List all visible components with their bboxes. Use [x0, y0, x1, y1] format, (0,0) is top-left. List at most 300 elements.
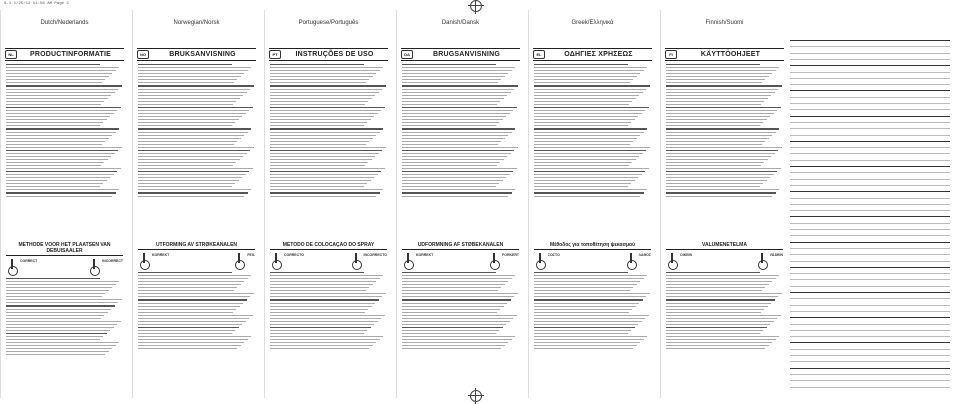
text-line	[402, 101, 500, 102]
text-line	[6, 192, 116, 193]
text-line	[534, 128, 647, 129]
text-line	[138, 309, 236, 310]
section-text	[534, 272, 651, 349]
language-code-badge: PT	[269, 50, 281, 59]
text-line	[402, 128, 515, 129]
text-line	[270, 101, 368, 102]
table-row	[790, 40, 950, 41]
text-line	[270, 73, 376, 74]
language-code-badge: NO	[137, 50, 149, 59]
text-line	[270, 348, 369, 349]
text-line	[270, 67, 383, 68]
text-line	[138, 144, 234, 145]
text-line	[402, 165, 497, 166]
spray-diagram	[534, 253, 651, 269]
text-line	[138, 101, 236, 102]
table-row	[790, 305, 950, 306]
text-line	[666, 156, 771, 157]
text-line	[6, 284, 116, 285]
text-line	[534, 186, 628, 187]
text-line	[6, 135, 112, 136]
table-row	[790, 261, 950, 262]
table-row	[790, 286, 950, 287]
panel-title: BRUGSANVISNING	[433, 51, 500, 58]
text-line	[6, 138, 109, 139]
text-line	[270, 171, 381, 172]
text-line	[402, 144, 498, 145]
instructions-body	[138, 62, 255, 230]
table-row	[790, 330, 950, 331]
table-row	[790, 191, 950, 192]
text-line	[534, 339, 644, 340]
text-line	[534, 189, 647, 190]
text-line	[402, 132, 512, 133]
text-line	[402, 64, 496, 65]
title-bar	[137, 50, 256, 59]
table-row	[790, 46, 950, 47]
text-line	[666, 290, 762, 291]
text-line	[270, 192, 380, 193]
table-row	[790, 324, 950, 325]
table-row	[790, 361, 950, 362]
spray-diagram	[270, 253, 387, 269]
table-row	[790, 185, 950, 186]
divider	[533, 60, 652, 61]
text-line	[270, 79, 369, 80]
text-line	[534, 174, 642, 175]
text-line	[138, 138, 241, 139]
text-line	[6, 107, 121, 108]
text-line	[138, 336, 251, 337]
text-line	[666, 309, 764, 310]
text-line	[138, 174, 246, 175]
panel-title: ΟΔΗΓΙΕΣ ΧΡΗΣΕΩΣ	[564, 51, 633, 58]
text-line	[534, 64, 628, 65]
text-line	[534, 168, 649, 169]
text-line	[402, 315, 517, 316]
text-line	[270, 98, 372, 99]
text-line	[402, 272, 496, 273]
correct-label: OIKEIN	[680, 253, 693, 257]
section-text	[402, 272, 519, 349]
text-line	[402, 275, 515, 276]
text-line	[270, 95, 375, 96]
text-line	[270, 89, 382, 90]
text-line	[666, 159, 768, 160]
text-line	[138, 293, 254, 294]
text-line	[270, 107, 385, 108]
divider	[5, 60, 124, 61]
text-line	[138, 196, 244, 197]
text-line	[402, 135, 508, 136]
diagram-incorrect	[488, 253, 519, 269]
text-line	[270, 132, 380, 133]
diagram-incorrect	[88, 259, 123, 275]
text-line	[270, 153, 379, 154]
text-line	[6, 189, 119, 190]
text-line	[138, 95, 243, 96]
incorrect-label: FORKERT	[502, 253, 519, 257]
text-line	[270, 287, 369, 288]
table-row	[790, 72, 950, 73]
title-bar	[401, 50, 520, 59]
text-line	[534, 147, 650, 148]
text-line	[666, 162, 764, 163]
text-line	[6, 122, 103, 123]
text-line	[534, 165, 629, 166]
text-line	[270, 116, 374, 117]
text-line	[6, 174, 114, 175]
text-line	[534, 153, 643, 154]
text-line	[666, 95, 771, 96]
text-line	[270, 318, 381, 319]
text-line	[534, 348, 633, 349]
text-line	[534, 82, 630, 83]
text-line	[402, 290, 498, 291]
text-line	[270, 321, 378, 322]
text-line	[402, 95, 507, 96]
text-line	[138, 278, 248, 279]
text-line	[6, 153, 115, 154]
text-line	[6, 327, 114, 328]
text-line	[534, 281, 640, 282]
table-row	[790, 273, 950, 274]
text-line	[6, 287, 112, 288]
text-line	[666, 119, 767, 120]
spray-diagram	[138, 253, 255, 269]
text-line	[270, 64, 364, 65]
title-bar	[5, 50, 124, 59]
text-line	[138, 104, 233, 105]
text-line	[534, 73, 640, 74]
instructions-body	[6, 62, 123, 230]
divider	[5, 48, 124, 49]
text-line	[402, 296, 514, 297]
text-line	[534, 144, 630, 145]
text-line	[402, 76, 505, 77]
text-line	[6, 324, 117, 325]
spray-diagram	[6, 259, 123, 275]
text-line	[534, 321, 642, 322]
diagram-incorrect	[756, 253, 783, 269]
text-line	[534, 125, 628, 126]
table-row	[790, 122, 950, 123]
text-line	[6, 150, 118, 151]
text-line	[138, 177, 242, 178]
text-line	[138, 183, 235, 184]
text-line	[666, 101, 764, 102]
table-row	[790, 84, 950, 85]
text-line	[534, 315, 649, 316]
text-line	[6, 141, 105, 142]
text-line	[6, 345, 116, 346]
text-line	[138, 98, 240, 99]
text-line	[666, 333, 760, 334]
text-line	[6, 312, 108, 313]
text-line	[6, 113, 114, 114]
text-line	[6, 278, 100, 279]
text-line	[666, 135, 772, 136]
text-line	[534, 296, 646, 297]
text-line	[534, 177, 638, 178]
table-row	[790, 311, 950, 312]
text-line	[270, 128, 383, 129]
text-line	[138, 150, 250, 151]
diagram-correct	[666, 253, 692, 269]
text-line	[534, 299, 643, 300]
text-line	[534, 122, 631, 123]
table-row	[790, 128, 950, 129]
text-line	[138, 73, 244, 74]
text-line	[402, 177, 506, 178]
text-line	[402, 189, 515, 190]
text-line	[138, 330, 235, 331]
text-line	[402, 327, 503, 328]
table-row	[790, 210, 950, 211]
text-line	[534, 306, 636, 307]
text-line	[138, 321, 246, 322]
text-line	[138, 333, 232, 334]
text-line	[6, 110, 117, 111]
text-line	[402, 186, 496, 187]
table-row	[790, 342, 950, 343]
text-line	[402, 85, 518, 86]
text-line	[666, 342, 772, 343]
table-row	[790, 349, 950, 350]
text-line	[666, 122, 763, 123]
table-row	[790, 355, 950, 356]
text-line	[534, 141, 633, 142]
text-line	[138, 82, 234, 83]
text-line	[270, 138, 373, 139]
text-line	[270, 342, 376, 343]
text-line	[402, 125, 496, 126]
text-line	[6, 171, 117, 172]
text-line	[402, 138, 505, 139]
spray-diagram	[402, 253, 519, 269]
sprayer-icon	[534, 253, 546, 269]
text-line	[138, 79, 237, 80]
text-line	[138, 110, 249, 111]
text-line	[138, 290, 234, 291]
text-line	[6, 336, 103, 337]
language-panel-el	[528, 10, 656, 398]
text-line	[402, 159, 504, 160]
text-line	[534, 303, 639, 304]
text-line	[270, 272, 364, 273]
divider	[269, 60, 388, 61]
text-line	[138, 89, 250, 90]
text-line	[138, 64, 232, 65]
text-line	[534, 135, 640, 136]
text-line	[270, 76, 373, 77]
text-line	[534, 85, 650, 86]
text-line	[534, 67, 647, 68]
text-line	[666, 128, 779, 129]
section-text	[6, 278, 123, 355]
text-line	[6, 315, 104, 316]
text-line	[6, 119, 107, 120]
text-line	[402, 116, 506, 117]
text-line	[270, 183, 367, 184]
text-line	[402, 333, 496, 334]
text-line	[138, 122, 235, 123]
title-bar	[665, 50, 784, 59]
text-line	[666, 70, 776, 71]
language-panel-fi	[660, 10, 788, 398]
text-line	[6, 348, 112, 349]
text-line	[534, 336, 647, 337]
text-line	[138, 296, 250, 297]
table-row	[790, 160, 950, 161]
text-line	[402, 318, 513, 319]
method-section	[534, 242, 651, 392]
text-line	[402, 336, 515, 337]
text-line	[534, 138, 637, 139]
text-line	[270, 275, 383, 276]
text-line	[138, 324, 242, 325]
panel-title: BRUKSANVISNING	[169, 51, 236, 58]
table-row	[790, 254, 950, 255]
text-line	[666, 321, 774, 322]
text-line	[402, 321, 510, 322]
text-line	[6, 293, 105, 294]
sprayer-icon	[88, 259, 100, 275]
text-line	[270, 92, 379, 93]
text-line	[6, 309, 111, 310]
reference-table	[790, 40, 950, 398]
text-line	[402, 293, 518, 294]
text-line	[6, 281, 119, 282]
text-line	[138, 76, 241, 77]
text-line	[270, 174, 378, 175]
text-line	[666, 327, 767, 328]
text-line	[270, 180, 371, 181]
text-line	[666, 174, 774, 175]
correct-label: ΣΩΣΤΟ	[548, 253, 560, 257]
text-line	[534, 92, 643, 93]
text-line	[402, 67, 515, 68]
text-line	[534, 79, 633, 80]
language-label: Danish/Dansk	[441, 20, 480, 26]
text-line	[666, 168, 781, 169]
table-row	[790, 78, 950, 79]
text-line	[270, 290, 366, 291]
section-title: UDFORMNING AF STØBEKANALEN	[402, 242, 519, 250]
text-line	[6, 339, 100, 340]
section-title: VALUMENETELMA	[666, 242, 783, 250]
text-line	[270, 189, 383, 190]
text-line	[534, 180, 635, 181]
table-row	[790, 298, 950, 299]
text-line	[270, 315, 385, 316]
text-line	[270, 339, 380, 340]
text-line	[6, 76, 109, 77]
text-line	[138, 153, 247, 154]
language-code-badge: FI	[665, 50, 677, 59]
text-line	[138, 162, 236, 163]
text-line	[402, 348, 501, 349]
section-text	[270, 272, 387, 349]
text-line	[534, 119, 635, 120]
text-line	[6, 125, 100, 126]
table-row	[790, 317, 950, 318]
text-line	[270, 82, 366, 83]
text-line	[138, 180, 239, 181]
text-line	[666, 284, 769, 285]
table-row	[790, 374, 950, 375]
text-line	[138, 306, 240, 307]
text-line	[666, 76, 769, 77]
language-label: Portuguese/Português	[298, 20, 359, 26]
text-line	[6, 128, 119, 129]
incorrect-label: FEIL	[247, 253, 255, 257]
text-line	[138, 119, 239, 120]
text-line	[666, 278, 776, 279]
incorrect-label: INCORRECT	[102, 259, 123, 263]
diagram-incorrect	[350, 253, 387, 269]
text-line	[402, 309, 500, 310]
table-row	[790, 166, 950, 167]
text-line	[666, 281, 772, 282]
text-line	[402, 147, 518, 148]
text-line	[666, 79, 765, 80]
text-line	[402, 153, 511, 154]
panel-title: KÄYTTÖOHJEET	[700, 51, 761, 58]
text-line	[534, 162, 632, 163]
text-line	[270, 312, 365, 313]
text-line	[666, 141, 765, 142]
text-line	[666, 293, 782, 294]
text-line	[666, 113, 774, 114]
text-line	[138, 189, 251, 190]
diagram-correct	[270, 253, 304, 269]
text-line	[270, 168, 385, 169]
text-line	[270, 113, 378, 114]
correct-label: KORREKT	[152, 253, 170, 257]
text-line	[6, 296, 102, 297]
text-line	[6, 104, 101, 105]
text-line	[402, 299, 511, 300]
text-line	[666, 67, 779, 68]
text-line	[138, 327, 239, 328]
text-line	[270, 327, 371, 328]
diagram-correct	[6, 259, 37, 275]
correct-label: KORREKT	[416, 253, 434, 257]
text-line	[6, 333, 107, 334]
sprayer-icon	[756, 253, 768, 269]
text-line	[666, 92, 775, 93]
text-line	[534, 159, 636, 160]
divider	[401, 48, 520, 49]
text-line	[534, 312, 629, 313]
text-line	[270, 345, 373, 346]
text-line	[534, 327, 635, 328]
text-line	[6, 302, 118, 303]
text-line	[138, 284, 241, 285]
text-line	[402, 119, 503, 120]
instructions-body	[402, 62, 519, 230]
text-line	[6, 180, 107, 181]
instructions-body	[270, 62, 387, 230]
language-label: Finnish/Suomi	[705, 20, 744, 26]
text-line	[534, 150, 646, 151]
text-line	[666, 177, 770, 178]
text-line	[402, 70, 512, 71]
text-line	[402, 183, 499, 184]
text-line	[138, 312, 233, 313]
text-line	[6, 186, 100, 187]
